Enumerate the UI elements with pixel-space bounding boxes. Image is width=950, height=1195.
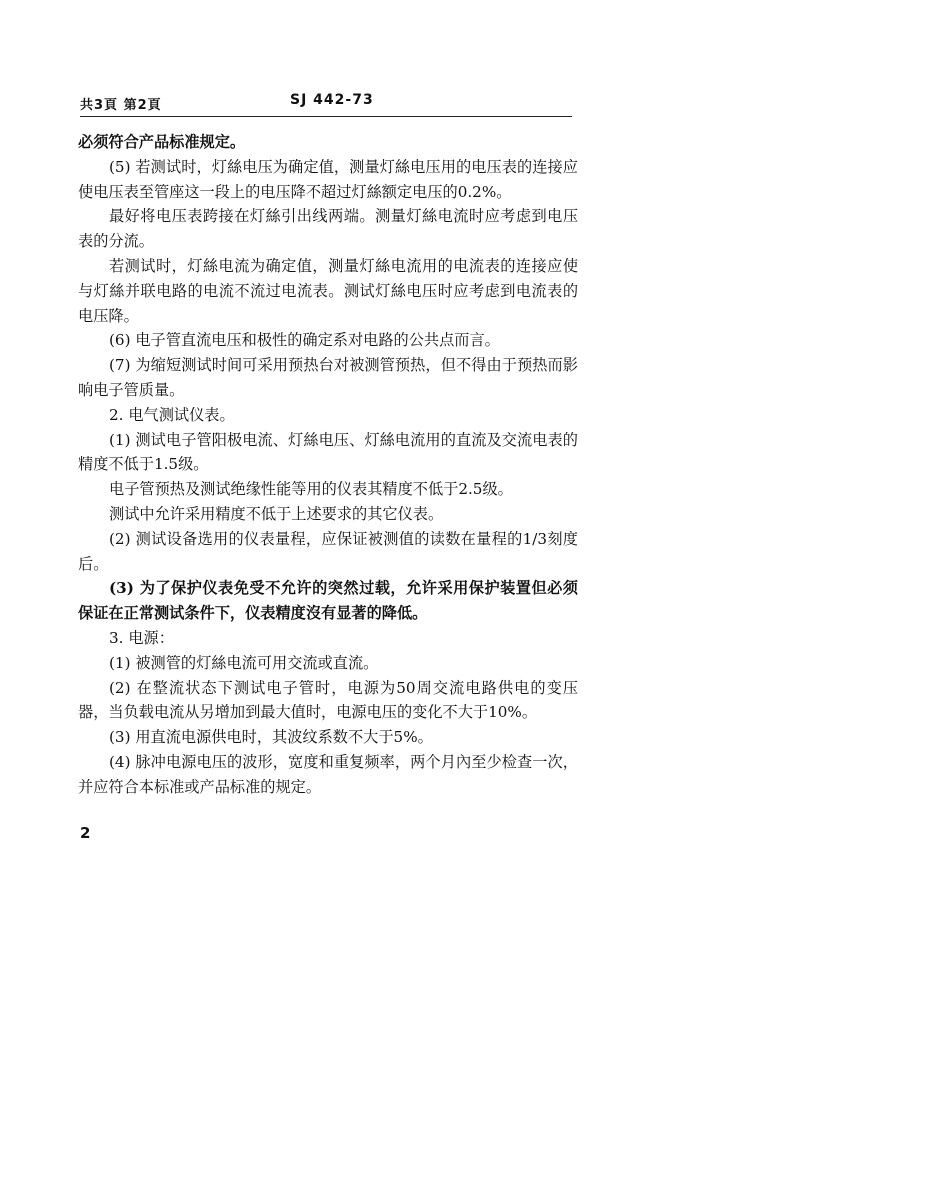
header-divider [80, 116, 572, 117]
section-heading-2: 2. 电气测试仪表。 [109, 405, 235, 424]
paragraph-power-item-2: (2) 在整流状态下测试电子管时，电源为50周交流电路供电的变压器，当负载电流从另增加到最大值时，电源电压的变化不大于10%。 [78, 678, 578, 722]
paragraph-item-7: (7) 为缩短测试时间可采用预热台对被测管预热，但不得由于预热而影响电子管质量。 [78, 356, 578, 399]
paragraph-item-5: (5) 若测试时，灯絲电压为确定值，测量灯絲电压用的电压表的连接应使电压表至管座这一段上的电压降不超过灯絲额定电压的0.2%。 [78, 157, 578, 201]
paragraph-meter-item-3: (3) 为了保护仪表免受不允许的突然过载，允许采用保护装置但必须保证在正常测试条件下，仪表精度沒有显著的降低。 [78, 579, 578, 623]
paragraph-ammeter-note: 若测试时，灯絲电流为确定值，测量灯絲电流用的电流表的连接应使与灯絲并联电路的电流不流过电流表。测试灯絲电压时应考虑到电流表的电压降。 [78, 256, 578, 325]
paragraph-power-item-4: (4) 脉冲电源电压的波形，宽度和重复频率，两个月內至少检查一次，并应符合本标准或产品标准的规定。 [78, 752, 578, 796]
paragraph-power-item-3: (3) 用直流电源供电时，其波纹系数不大于5%。 [109, 728, 433, 747]
paragraph-power-item-1: (1) 被测管的灯絲电流可用交流或直流。 [109, 653, 379, 672]
paragraph-meter-item-1: (1) 测试电子管阳极电流、灯絲电压、灯絲电流用的直流及交流电表的精度不低于1.5级。 [78, 430, 578, 474]
paragraph-item-6: (6) 电子管直流电压和极性的确定系对电路的公共点而言。 [109, 331, 500, 350]
page-header [80, 92, 570, 116]
body-text [78, 130, 578, 800]
page-number: 2 [80, 824, 91, 842]
paragraph-other-meters: 测试中允许采用精度不低于上述要求的其它仪表。 [109, 504, 444, 523]
paragraph-continuation: 必须符合产品标准规定。 [78, 133, 246, 151]
section-heading-3: 3. 电源： [109, 628, 174, 647]
standard-code: SJ 442-73 [290, 92, 374, 108]
paragraph-preheat-meter: 电子管预热及测试绝缘性能等用的仪表其精度不低于2.5级。 [109, 480, 513, 499]
paragraph-meter-item-2: (2) 测试设备选用的仪表量程，应保证被测值的读数在量程的1/3刻度后。 [78, 529, 578, 573]
paragraph-voltmeter-note: 最好将电压表跨接在灯絲引出线两端。测量灯絲电流时应考虑到电压表的分流。 [78, 207, 578, 251]
page-count-label: 共3頁 第2頁 [80, 98, 162, 113]
